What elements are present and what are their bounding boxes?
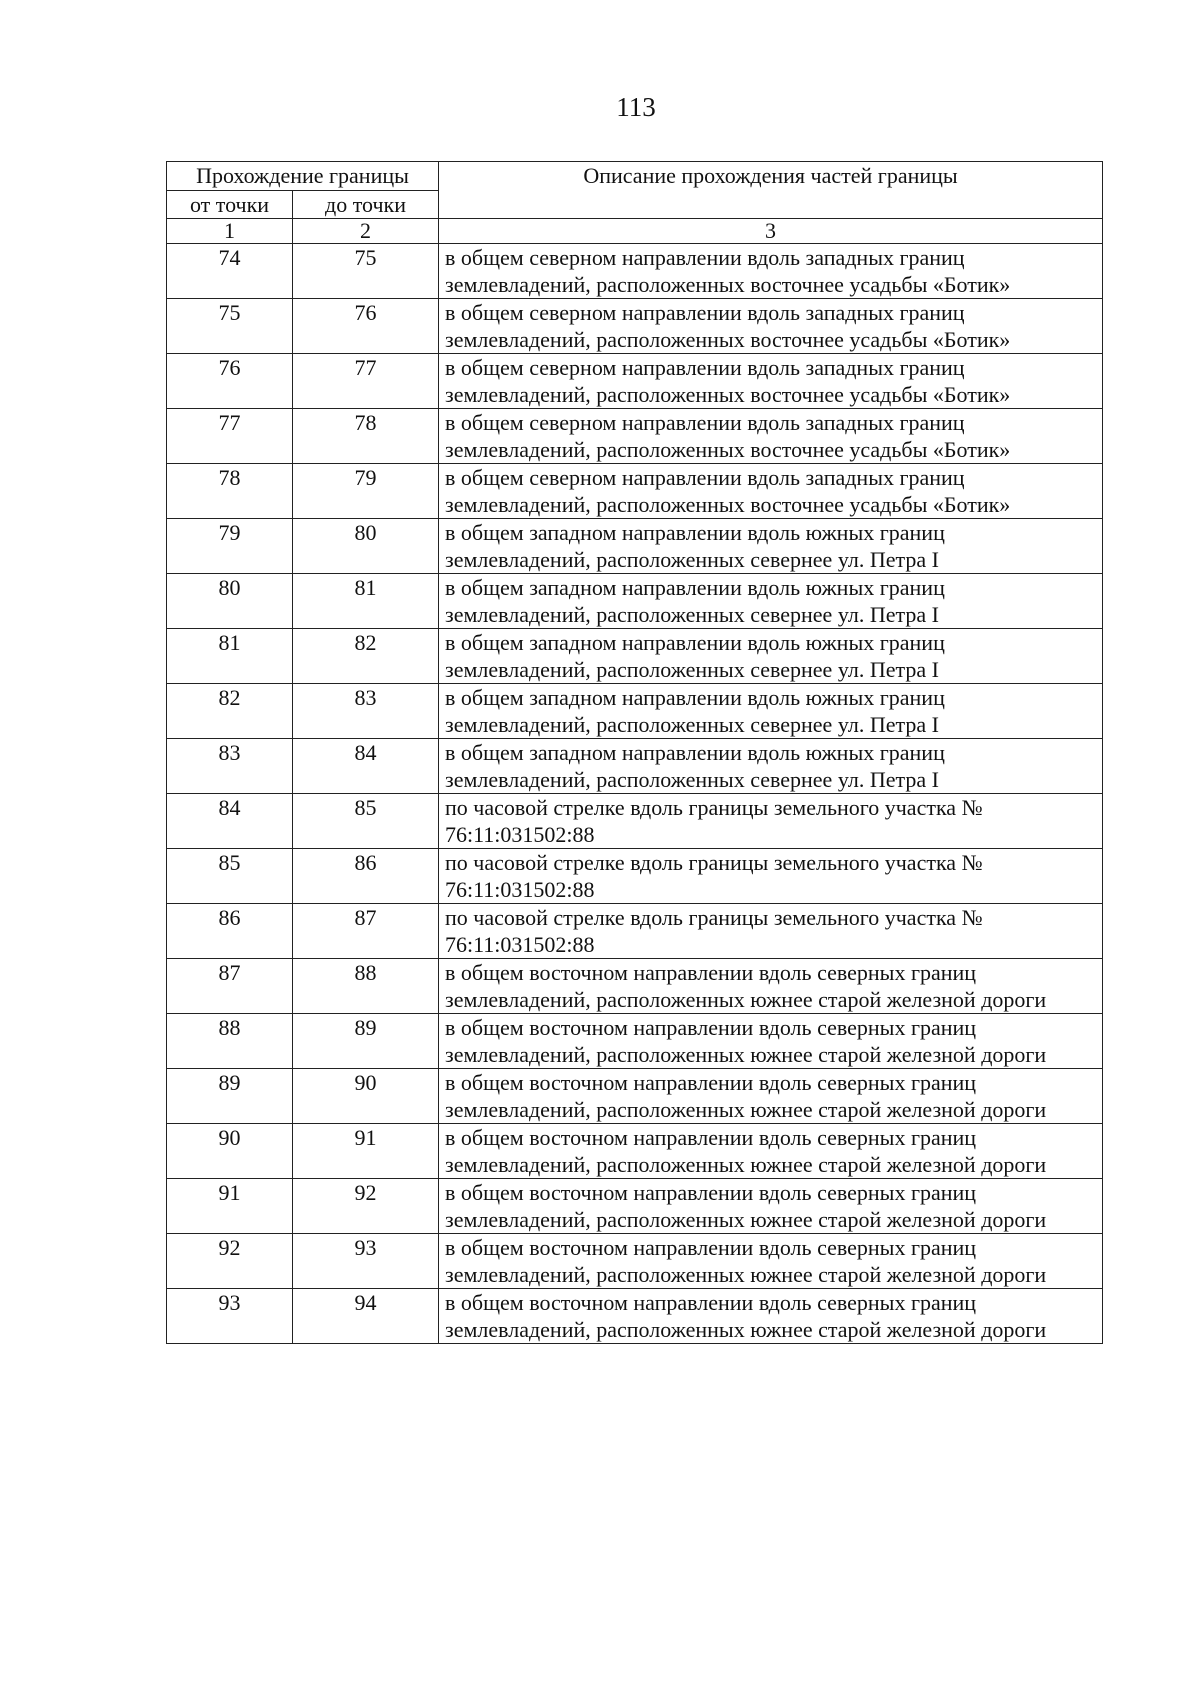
table-row [167,409,1103,464]
to-point-cell: 89 [293,1014,439,1069]
to-point-cell: 83 [293,684,439,739]
from-point-cell: 83 [167,739,293,794]
description-cell: в общем восточном направлении вдоль северных границ землевладений, расположенных южнее старой железной дороги [439,1234,1103,1289]
to-point-cell: 79 [293,464,439,519]
table-row [167,794,1103,849]
header-from-point: от точки [167,191,293,219]
description-cell: по часовой стрелке вдоль границы земельного участка № 76:11:031502:88 [439,904,1103,959]
description-cell: в общем западном направлении вдоль южных границ землевладений, расположенных севернее ул. Петра I [439,684,1103,739]
to-point-cell: 86 [293,849,439,904]
to-point-cell: 93 [293,1234,439,1289]
from-point-cell: 86 [167,904,293,959]
from-point-cell: 82 [167,684,293,739]
table-body [167,244,1103,1344]
to-point-cell: 88 [293,959,439,1014]
description-cell: в общем восточном направлении вдоль северных границ землевладений, расположенных южнее старой железной дороги [439,959,1103,1014]
table-row [167,1179,1103,1234]
table-row [167,629,1103,684]
description-cell: в общем северном направлении вдоль западных границ землевладений, расположенных восточнее усадьбы «Ботик» [439,244,1103,299]
header-description: Описание прохождения частей границы [439,162,1103,219]
to-point-cell: 82 [293,629,439,684]
table-row [167,464,1103,519]
table-row [167,299,1103,354]
table-row [167,1069,1103,1124]
table-row [167,519,1103,574]
description-cell: в общем западном направлении вдоль южных границ землевладений, расположенных севернее ул. Петра I [439,739,1103,794]
from-point-cell: 75 [167,299,293,354]
to-point-cell: 84 [293,739,439,794]
table-row [167,1124,1103,1179]
to-point-cell: 92 [293,1179,439,1234]
description-cell: по часовой стрелке вдоль границы земельного участка № 76:11:031502:88 [439,849,1103,904]
header-boundary-passage: Прохождение границы [167,162,439,191]
column-number-3: 3 [439,219,1103,244]
table-row [167,1014,1103,1069]
boundary-table [166,161,1103,1344]
page-number: 113 [616,92,656,122]
to-point-cell: 78 [293,409,439,464]
to-point-cell: 85 [293,794,439,849]
column-number-1: 1 [167,219,293,244]
from-point-cell: 78 [167,464,293,519]
from-point-cell: 88 [167,1014,293,1069]
to-point-cell: 94 [293,1289,439,1344]
from-point-cell: 81 [167,629,293,684]
from-point-cell: 93 [167,1289,293,1344]
table-row [167,904,1103,959]
from-point-cell: 76 [167,354,293,409]
description-cell: в общем восточном направлении вдоль северных границ землевладений, расположенных южнее старой железной дороги [439,1179,1103,1234]
from-point-cell: 84 [167,794,293,849]
from-point-cell: 80 [167,574,293,629]
description-cell: по часовой стрелке вдоль границы земельного участка № 76:11:031502:88 [439,794,1103,849]
description-cell: в общем восточном направлении вдоль северных границ землевладений, расположенных южнее старой железной дороги [439,1289,1103,1344]
description-cell: в общем восточном направлении вдоль северных границ землевладений, расположенных южнее старой железной дороги [439,1014,1103,1069]
from-point-cell: 77 [167,409,293,464]
from-point-cell: 79 [167,519,293,574]
table-row [167,1234,1103,1289]
from-point-cell: 91 [167,1179,293,1234]
to-point-cell: 90 [293,1069,439,1124]
description-cell: в общем северном направлении вдоль западных границ землевладений, расположенных восточнее усадьбы «Ботик» [439,409,1103,464]
description-cell: в общем восточном направлении вдоль северных границ землевладений, расположенных южнее старой железной дороги [439,1069,1103,1124]
from-point-cell: 85 [167,849,293,904]
to-point-cell: 81 [293,574,439,629]
from-point-cell: 90 [167,1124,293,1179]
column-number-2: 2 [293,219,439,244]
description-cell: в общем северном направлении вдоль западных границ землевладений, расположенных восточнее усадьбы «Ботик» [439,464,1103,519]
description-cell: в общем восточном направлении вдоль северных границ землевладений, расположенных южнее старой железной дороги [439,1124,1103,1179]
to-point-cell: 76 [293,299,439,354]
header-to-point: до точки [293,191,439,219]
table-row [167,959,1103,1014]
description-cell: в общем северном направлении вдоль западных границ землевладений, расположенных восточнее усадьбы «Ботик» [439,354,1103,409]
to-point-cell: 80 [293,519,439,574]
to-point-cell: 75 [293,244,439,299]
description-cell: в общем северном направлении вдоль западных границ землевладений, расположенных восточнее усадьбы «Ботик» [439,299,1103,354]
description-cell: в общем западном направлении вдоль южных границ землевладений, расположенных севернее ул. Петра I [439,574,1103,629]
table-row [167,354,1103,409]
from-point-cell: 87 [167,959,293,1014]
to-point-cell: 87 [293,904,439,959]
from-point-cell: 74 [167,244,293,299]
description-cell: в общем западном направлении вдоль южных границ землевладений, расположенных севернее ул. Петра I [439,519,1103,574]
to-point-cell: 77 [293,354,439,409]
description-cell: в общем западном направлении вдоль южных границ землевладений, расположенных севернее ул. Петра I [439,629,1103,684]
table-row [167,739,1103,794]
table-row [167,684,1103,739]
from-point-cell: 89 [167,1069,293,1124]
table-header [167,162,1103,244]
to-point-cell: 91 [293,1124,439,1179]
from-point-cell: 92 [167,1234,293,1289]
table-row [167,244,1103,299]
table-row [167,574,1103,629]
table-row [167,1289,1103,1344]
table-row [167,849,1103,904]
